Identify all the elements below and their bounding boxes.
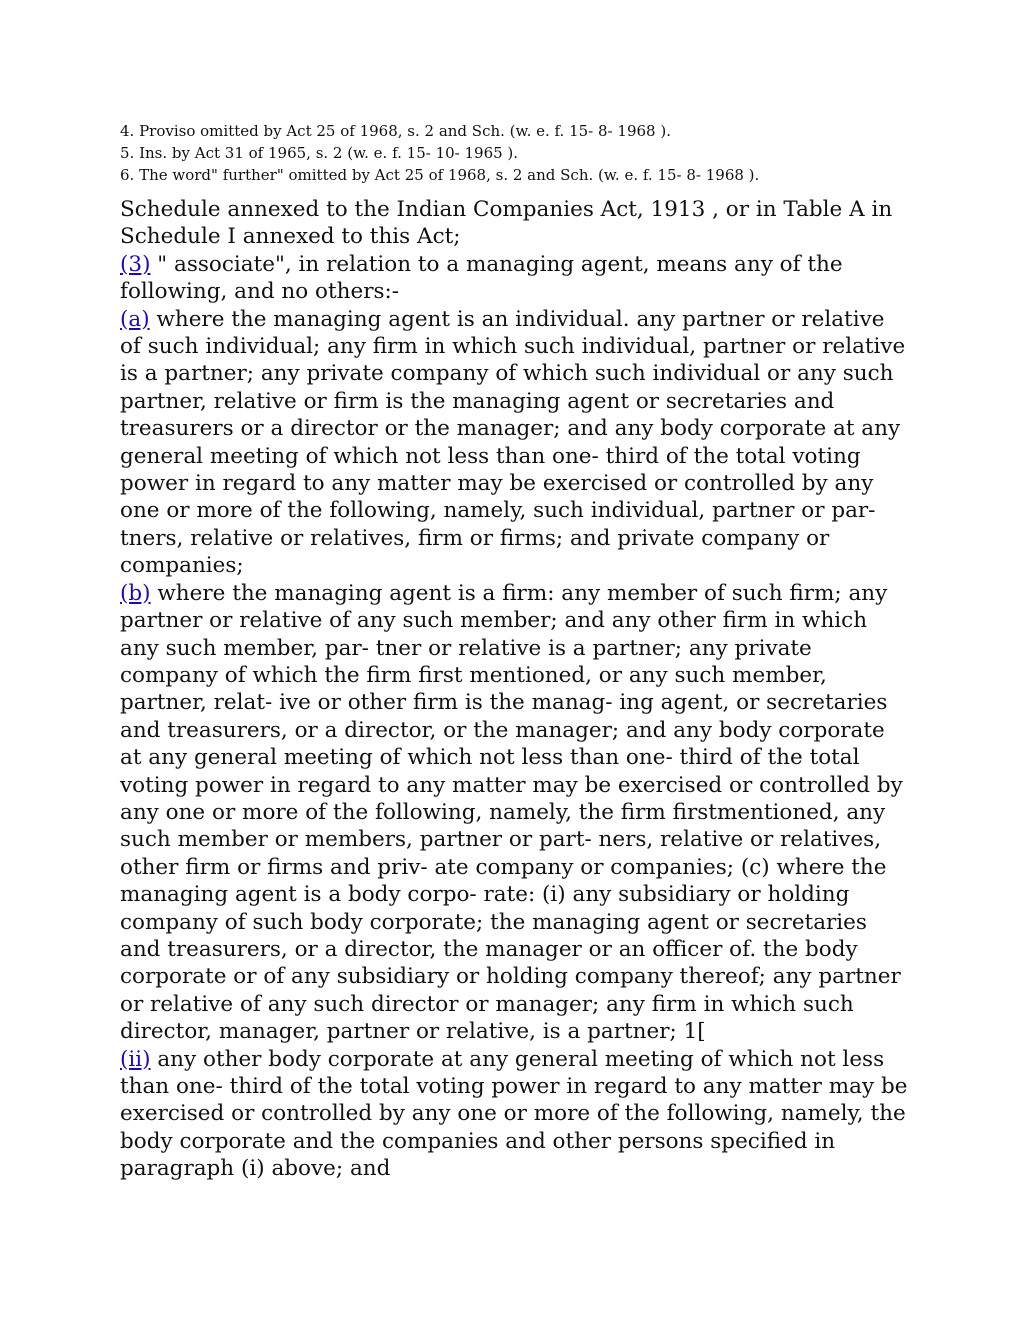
footnote-6: 6. The word" further" omitted by Act 25 of 1968, s. 2 and Sch. (w. e. f. 15- 8- 1968 ).	[120, 166, 760, 184]
footnotes-block	[120, 120, 910, 186]
paragraph-text: where the managing agent is a firm: any member of such firm; any partner or relative of any such member; and any other firm in which any such member, par- tner or relative is a partner; any private company of which the firm first mentioned, or any such member, partner, relat- ive or other firm is the manag- ing agent, or secretaries and treasurers, or a director, or the manager; and any body corporate at any general meeting of which not less than one- third of the total voting power in regard to any matter may be exercised or controlled by any one or more of the following, namely, the firm firstmentioned, any such member or members, partner or part- ners, relative or relatives, other firm or firms and priv- ate company or companies; (c) where the managing agent is a body corpo- rate: (i) any subsidiary or holding company of such body corporate; the managing agent or secretaries and treasurers, or a director, the manager or an officer of. the body corporate or of any subsidiary or holding company thereof; any partner or relative of any such director or manager; any firm in which such director, manager, partner or relative, is a partner; 1[	[120, 580, 903, 1045]
paragraph-text: where the managing agent is an individual. any partner or relative of such individual; any firm in which such individual, partner or relative is a partner; any private company of which such individual or any such partner, relative or firm is the managing agent or secretaries and treasurers or a director or the manager; and any body corporate at any general meeting of which not less than one- third of the total voting power in regard to any matter may be exercised or controlled by any one or more of the following, namely, such individual, partner or par- tners, relative or relatives, firm or firms; and private company or companies;	[120, 306, 906, 579]
document-page	[120, 120, 910, 1183]
paragraph-text: Schedule annexed to the Indian Companies Act, 1913 , or in Table A in Schedule I annexed to this Act;	[120, 197, 893, 250]
footnote-4: 4. Proviso omitted by Act 25 of 1968, s. 2 and Sch. (w. e. f. 15- 8- 1968 ).	[120, 122, 671, 140]
clause-ii-link[interactable]: (ii)	[120, 1046, 151, 1072]
paragraph-a	[120, 306, 910, 580]
document-body	[120, 196, 910, 1183]
clause-b-link[interactable]: (b)	[120, 580, 151, 606]
paragraph-3-associate	[120, 251, 910, 306]
paragraph-text: " associate", in relation to a managing agent, means any of the following, and no others:-	[120, 251, 843, 305]
paragraph-b	[120, 580, 910, 1046]
footnote-5: 5. Ins. by Act 31 of 1965, s. 2 (w. e. f. 15- 10- 1965 ).	[120, 144, 519, 162]
paragraph-ii	[120, 1046, 910, 1183]
section-3-link[interactable]: (3)	[120, 251, 151, 277]
paragraph-text: any other body corporate at any general meeting of which not less than one- third of the total voting power in regard to any matter may be exercised or controlled by any one or more of the following, namely, the body corporate and the companies and other persons specified in paragraph (i) above; and	[120, 1046, 908, 1182]
clause-a-link[interactable]: (a)	[120, 306, 150, 332]
paragraph-schedule	[120, 196, 910, 251]
